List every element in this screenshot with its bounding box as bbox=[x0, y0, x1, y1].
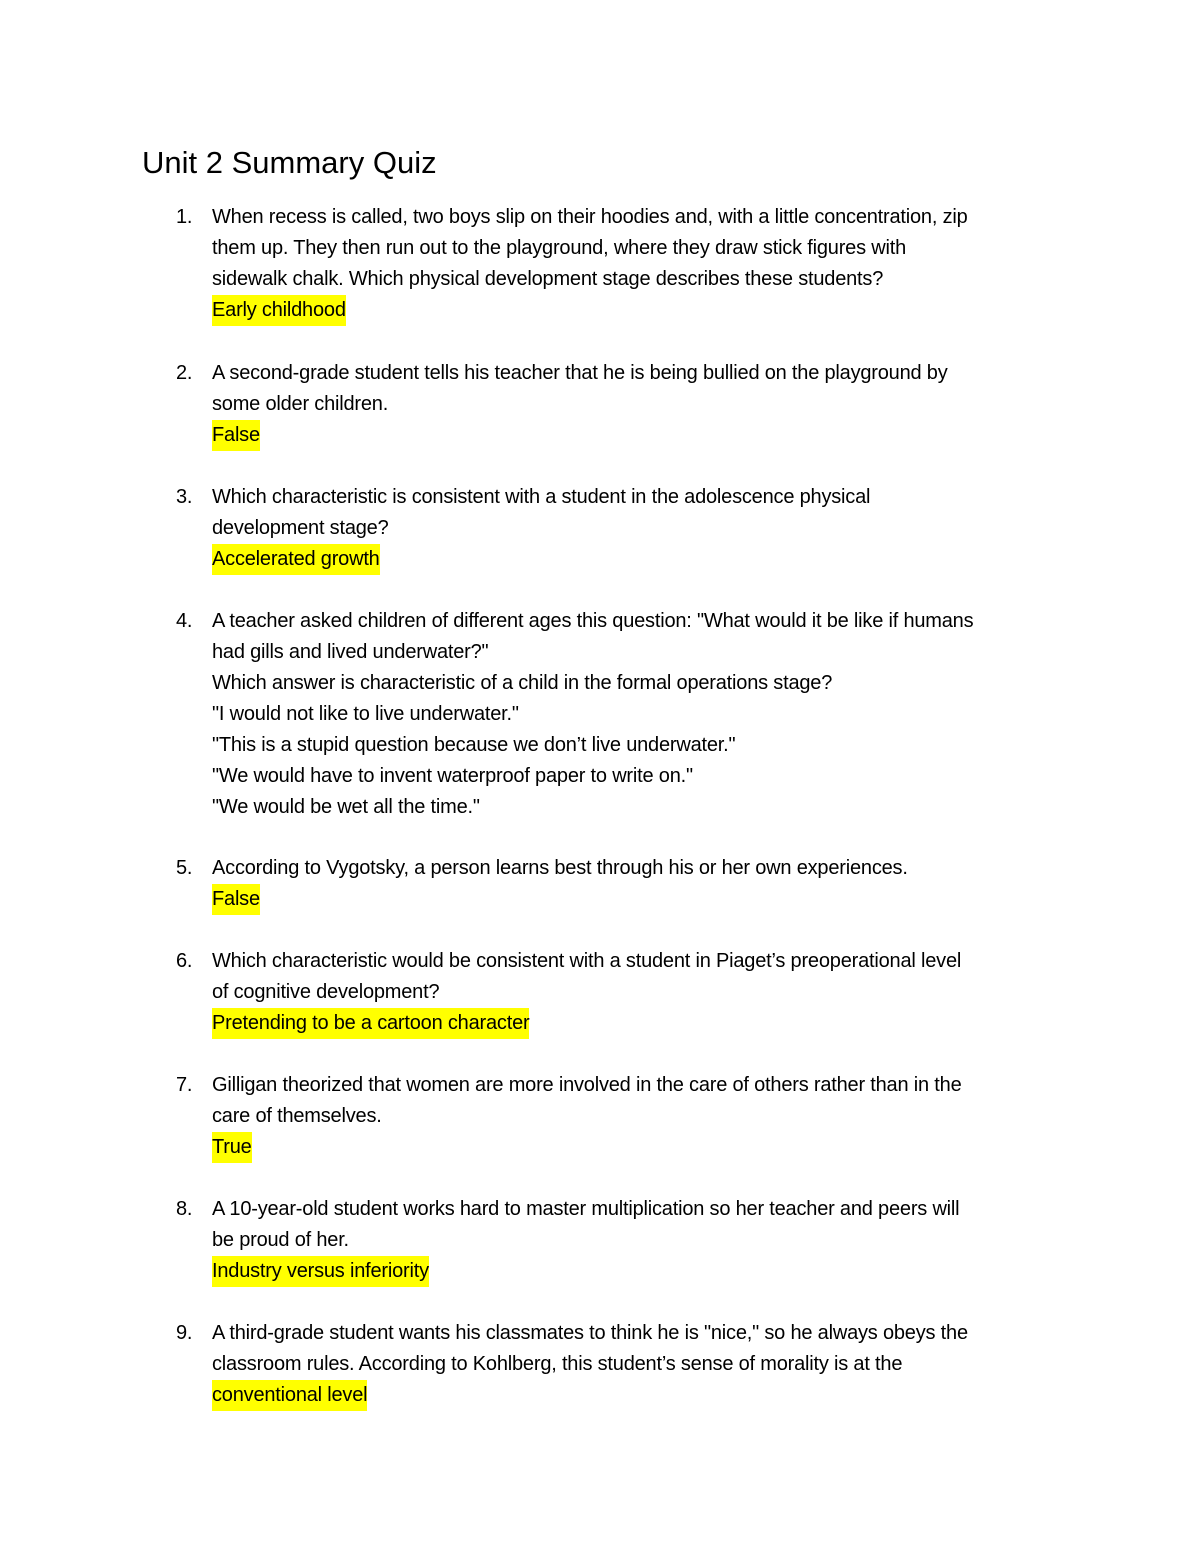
highlighted-answer: False bbox=[212, 420, 260, 451]
highlighted-answer: Accelerated growth bbox=[212, 544, 380, 575]
question-text-line: Which characteristic is consistent with a student in the adolescence physical bbox=[212, 486, 871, 508]
question-text-line: be proud of her. bbox=[212, 1229, 349, 1251]
question-text-line: Which characteristic would be consistent with a student in Piaget’s preoperational level bbox=[212, 950, 962, 972]
question-number: 5. bbox=[176, 857, 193, 879]
question-text-line: A second-grade student tells his teacher that he is being bullied on the playground by bbox=[212, 362, 948, 384]
question-text-line: A teacher asked children of different ages this question: "What would it be like if humans bbox=[212, 610, 974, 632]
question-text-line: classroom rules. According to Kohlberg, this student’s sense of morality is at the bbox=[212, 1353, 903, 1375]
question-text-line: care of themselves. bbox=[212, 1105, 382, 1127]
question-text-line: A third-grade student wants his classmates to think he is "nice," so he always obeys the bbox=[212, 1322, 968, 1344]
highlighted-answer: True bbox=[212, 1132, 252, 1163]
question-body bbox=[212, 1070, 1072, 1163]
question-number: 8. bbox=[176, 1198, 193, 1220]
answer-option: "I would not like to live underwater." bbox=[212, 703, 519, 725]
question-number: 2. bbox=[176, 362, 193, 384]
question-body bbox=[212, 1318, 1072, 1411]
answer-option: "This is a stupid question because we don’t live underwater." bbox=[212, 734, 736, 756]
highlighted-answer: Early childhood bbox=[212, 295, 346, 326]
question-number: 4. bbox=[176, 610, 193, 632]
question-text-line: According to Vygotsky, a person learns best through his or her own experiences. bbox=[212, 857, 908, 879]
question-text-line: of cognitive development? bbox=[212, 981, 440, 1003]
question-body bbox=[212, 946, 1072, 1039]
question-number: 3. bbox=[176, 486, 193, 508]
question-text-line: Gilligan theorized that women are more involved in the care of others rather than in the bbox=[212, 1074, 962, 1096]
question-text-line: sidewalk chalk. Which physical development stage describes these students? bbox=[212, 268, 884, 290]
question-number: 6. bbox=[176, 950, 193, 972]
question-body bbox=[212, 853, 1072, 915]
question-number: 9. bbox=[176, 1322, 193, 1344]
question-number: 1. bbox=[176, 206, 193, 228]
question-body bbox=[212, 202, 1072, 326]
question-text-line: Which answer is characteristic of a child in the formal operations stage? bbox=[212, 672, 833, 694]
question-text-line: development stage? bbox=[212, 517, 389, 539]
question-body bbox=[212, 1194, 1072, 1287]
question-text-line: some older children. bbox=[212, 393, 389, 415]
page-title: Unit 2 Summary Quiz bbox=[142, 145, 437, 180]
question-text-line: had gills and lived underwater?" bbox=[212, 641, 489, 663]
answer-option: "We would have to invent waterproof paper to write on." bbox=[212, 765, 693, 787]
question-body bbox=[212, 482, 1072, 575]
answer-option: "We would be wet all the time." bbox=[212, 796, 480, 818]
question-text-line: When recess is called, two boys slip on their hoodies and, with a little concentration, zip bbox=[212, 206, 968, 228]
question-body bbox=[212, 358, 1072, 451]
highlighted-answer: Pretending to be a cartoon character bbox=[212, 1008, 529, 1039]
highlighted-answer: conventional level bbox=[212, 1380, 367, 1411]
highlighted-answer: Industry versus inferiority bbox=[212, 1256, 429, 1287]
question-text-line: A 10-year-old student works hard to master multiplication so her teacher and peers will bbox=[212, 1198, 960, 1220]
question-number: 7. bbox=[176, 1074, 193, 1096]
highlighted-answer: False bbox=[212, 884, 260, 915]
question-text-line: them up. They then run out to the playground, where they draw stick figures with bbox=[212, 237, 907, 259]
question-body bbox=[212, 606, 1072, 823]
